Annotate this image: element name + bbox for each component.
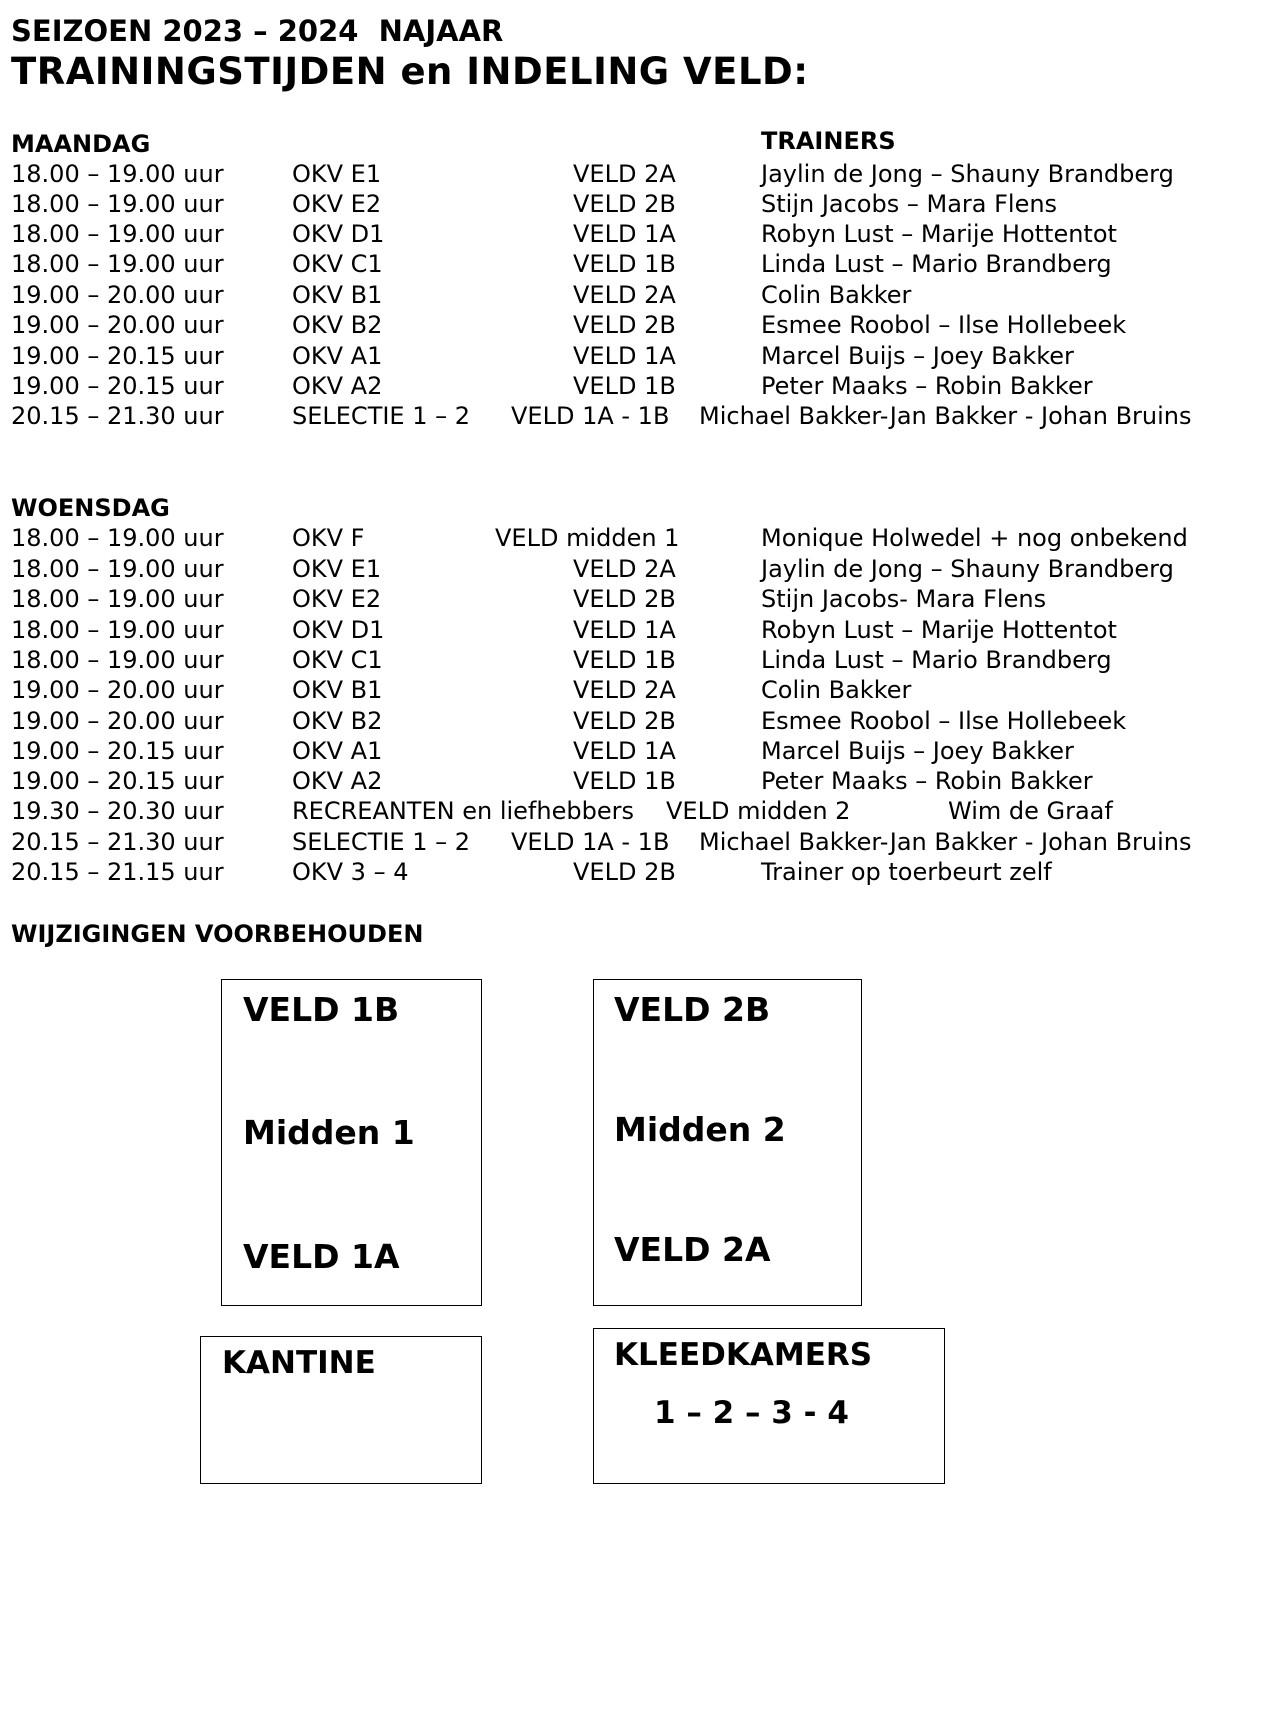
trainer-cell: Linda Lust – Mario Brandberg	[761, 250, 1112, 278]
schedule-row	[0, 524, 1288, 554]
field-cell: VELD 1A - 1B	[511, 828, 670, 856]
schedule-row	[0, 555, 1288, 585]
changes-reserved-notice: WIJZIGINGEN VOORBEHOUDEN	[11, 920, 424, 948]
field-cell: VELD 2B	[573, 190, 676, 218]
schedule-row	[0, 858, 1288, 888]
schedule-row	[0, 311, 1288, 341]
trainers-heading: TRAINERS	[761, 127, 896, 155]
field-label-veld-2b: VELD 2B	[614, 990, 771, 1029]
time-cell: 19.00 – 20.15 uur	[11, 767, 224, 795]
field-cell: VELD 2A	[573, 160, 676, 188]
field-cell: VELD 2A	[573, 676, 676, 704]
time-cell: 18.00 – 19.00 uur	[11, 555, 224, 583]
trainer-cell: Jaylin de Jong – Shauny Brandberg	[761, 160, 1174, 188]
schedule-row	[0, 616, 1288, 646]
monday-heading: MAANDAG	[11, 130, 151, 158]
field-cell: VELD 1B	[573, 646, 676, 674]
trainer-cell: Jaylin de Jong – Shauny Brandberg	[761, 555, 1174, 583]
kleedkamers-block	[593, 1328, 945, 1484]
field-cell: VELD 1A	[573, 342, 676, 370]
field-cell: VELD 2B	[573, 858, 676, 886]
schedule-row	[0, 250, 1288, 280]
schedule-row	[0, 767, 1288, 797]
trainer-cell: Michael Bakker-Jan Bakker - Johan Bruins	[699, 828, 1192, 856]
group-cell: RECREANTEN en liefhebbers	[292, 797, 634, 825]
field-cell: VELD 1A - 1B	[511, 402, 670, 430]
field-cell: VELD 1A	[573, 616, 676, 644]
trainer-cell: Peter Maaks – Robin Bakker	[761, 767, 1093, 795]
trainer-cell: Monique Holwedel + nog onbekend	[761, 524, 1188, 552]
group-cell: OKV E1	[292, 555, 382, 583]
field-cell: VELD midden 1	[495, 524, 680, 552]
schedule-row	[0, 707, 1288, 737]
field-cell: VELD 2A	[573, 555, 676, 583]
field-cell: VELD 1B	[573, 372, 676, 400]
field-block-1	[221, 979, 482, 1306]
group-cell: OKV B2	[292, 707, 383, 735]
time-cell: 18.00 – 19.00 uur	[11, 616, 224, 644]
kantine-label: KANTINE	[222, 1345, 376, 1381]
field-cell: VELD 2A	[573, 281, 676, 309]
group-cell: OKV B2	[292, 311, 383, 339]
field-cell: VELD 1B	[573, 767, 676, 795]
field-cell: VELD 2B	[573, 311, 676, 339]
season-heading: SEIZOEN 2023 – 2024 NAJAAR	[11, 14, 504, 48]
field-cell: VELD 2B	[573, 707, 676, 735]
schedule-row	[0, 737, 1288, 767]
time-cell: 20.15 – 21.30 uur	[11, 402, 224, 430]
field-label-veld-2a: VELD 2A	[614, 1230, 771, 1269]
schedule-row	[0, 220, 1288, 250]
group-cell: OKV A1	[292, 737, 383, 765]
kantine-block	[200, 1336, 482, 1484]
field-cell: VELD 1A	[573, 737, 676, 765]
group-cell: OKV E2	[292, 190, 382, 218]
group-cell: OKV D1	[292, 616, 385, 644]
time-cell: 18.00 – 19.00 uur	[11, 524, 224, 552]
field-label-veld-1a: VELD 1A	[243, 1237, 400, 1276]
trainer-cell: Marcel Buijs – Joey Bakker	[761, 737, 1074, 765]
schedule-row	[0, 342, 1288, 372]
schedule-row	[0, 585, 1288, 615]
kleedkamers-label: KLEEDKAMERS	[614, 1337, 873, 1373]
schedule-row	[0, 281, 1288, 311]
time-cell: 19.00 – 20.00 uur	[11, 707, 224, 735]
group-cell: OKV A1	[292, 342, 383, 370]
field-label-midden-2: Midden 2	[614, 1110, 786, 1149]
group-cell: OKV C1	[292, 646, 383, 674]
trainer-cell: Peter Maaks – Robin Bakker	[761, 372, 1093, 400]
trainer-cell: Robyn Lust – Marije Hottentot	[761, 220, 1117, 248]
time-cell: 18.00 – 19.00 uur	[11, 190, 224, 218]
time-cell: 19.00 – 20.15 uur	[11, 342, 224, 370]
schedule-row	[0, 828, 1288, 858]
field-cell: VELD 1B	[573, 250, 676, 278]
time-cell: 19.30 – 20.30 uur	[11, 797, 224, 825]
schedule-row	[0, 190, 1288, 220]
trainer-cell: Stijn Jacobs – Mara Flens	[761, 190, 1058, 218]
field-cell: VELD 2B	[573, 585, 676, 613]
group-cell: SELECTIE 1 – 2	[292, 402, 471, 430]
trainer-cell: Robyn Lust – Marije Hottentot	[761, 616, 1117, 644]
group-cell: OKV E1	[292, 160, 382, 188]
trainer-cell: Wim de Graaf	[948, 797, 1113, 825]
time-cell: 18.00 – 19.00 uur	[11, 220, 224, 248]
field-cell: VELD 1A	[573, 220, 676, 248]
time-cell: 18.00 – 19.00 uur	[11, 160, 224, 188]
group-cell: OKV F	[292, 524, 365, 552]
wednesday-heading: WOENSDAG	[11, 494, 170, 522]
trainer-cell: Esmee Roobol – Ilse Hollebeek	[761, 707, 1127, 735]
group-cell: OKV C1	[292, 250, 383, 278]
group-cell: OKV B1	[292, 281, 383, 309]
time-cell: 20.15 – 21.30 uur	[11, 828, 224, 856]
group-cell: OKV E2	[292, 585, 382, 613]
schedule-row	[0, 676, 1288, 706]
schedule-row	[0, 402, 1288, 432]
trainer-cell: Colin Bakker	[761, 281, 912, 309]
time-cell: 20.15 – 21.15 uur	[11, 858, 224, 886]
schedule-row	[0, 797, 1288, 827]
trainer-cell: Esmee Roobol – Ilse Hollebeek	[761, 311, 1127, 339]
time-cell: 18.00 – 19.00 uur	[11, 646, 224, 674]
time-cell: 19.00 – 20.15 uur	[11, 372, 224, 400]
field-block-2	[593, 979, 862, 1306]
field-label-midden-1: Midden 1	[243, 1113, 415, 1152]
trainer-cell: Michael Bakker-Jan Bakker - Johan Bruins	[699, 402, 1192, 430]
group-cell: SELECTIE 1 – 2	[292, 828, 471, 856]
time-cell: 18.00 – 19.00 uur	[11, 585, 224, 613]
group-cell: OKV B1	[292, 676, 383, 704]
time-cell: 19.00 – 20.00 uur	[11, 311, 224, 339]
schedule-row	[0, 160, 1288, 190]
group-cell: OKV D1	[292, 220, 385, 248]
group-cell: OKV A2	[292, 767, 383, 795]
time-cell: 19.00 – 20.00 uur	[11, 676, 224, 704]
trainer-cell: Trainer op toerbeurt zelf	[761, 858, 1052, 886]
page-title: TRAININGSTIJDEN en INDELING VELD:	[11, 50, 809, 93]
time-cell: 18.00 – 19.00 uur	[11, 250, 224, 278]
group-cell: OKV A2	[292, 372, 383, 400]
kleedkamers-numbers: 1 – 2 – 3 - 4	[654, 1395, 849, 1431]
field-cell: VELD midden 2	[666, 797, 851, 825]
trainer-cell: Linda Lust – Mario Brandberg	[761, 646, 1112, 674]
trainer-cell: Stijn Jacobs- Mara Flens	[761, 585, 1047, 613]
trainer-cell: Colin Bakker	[761, 676, 912, 704]
schedule-row	[0, 646, 1288, 676]
schedule-row	[0, 372, 1288, 402]
time-cell: 19.00 – 20.15 uur	[11, 737, 224, 765]
field-label-veld-1b: VELD 1B	[243, 990, 400, 1029]
group-cell: OKV 3 – 4	[292, 858, 409, 886]
time-cell: 19.00 – 20.00 uur	[11, 281, 224, 309]
trainer-cell: Marcel Buijs – Joey Bakker	[761, 342, 1074, 370]
